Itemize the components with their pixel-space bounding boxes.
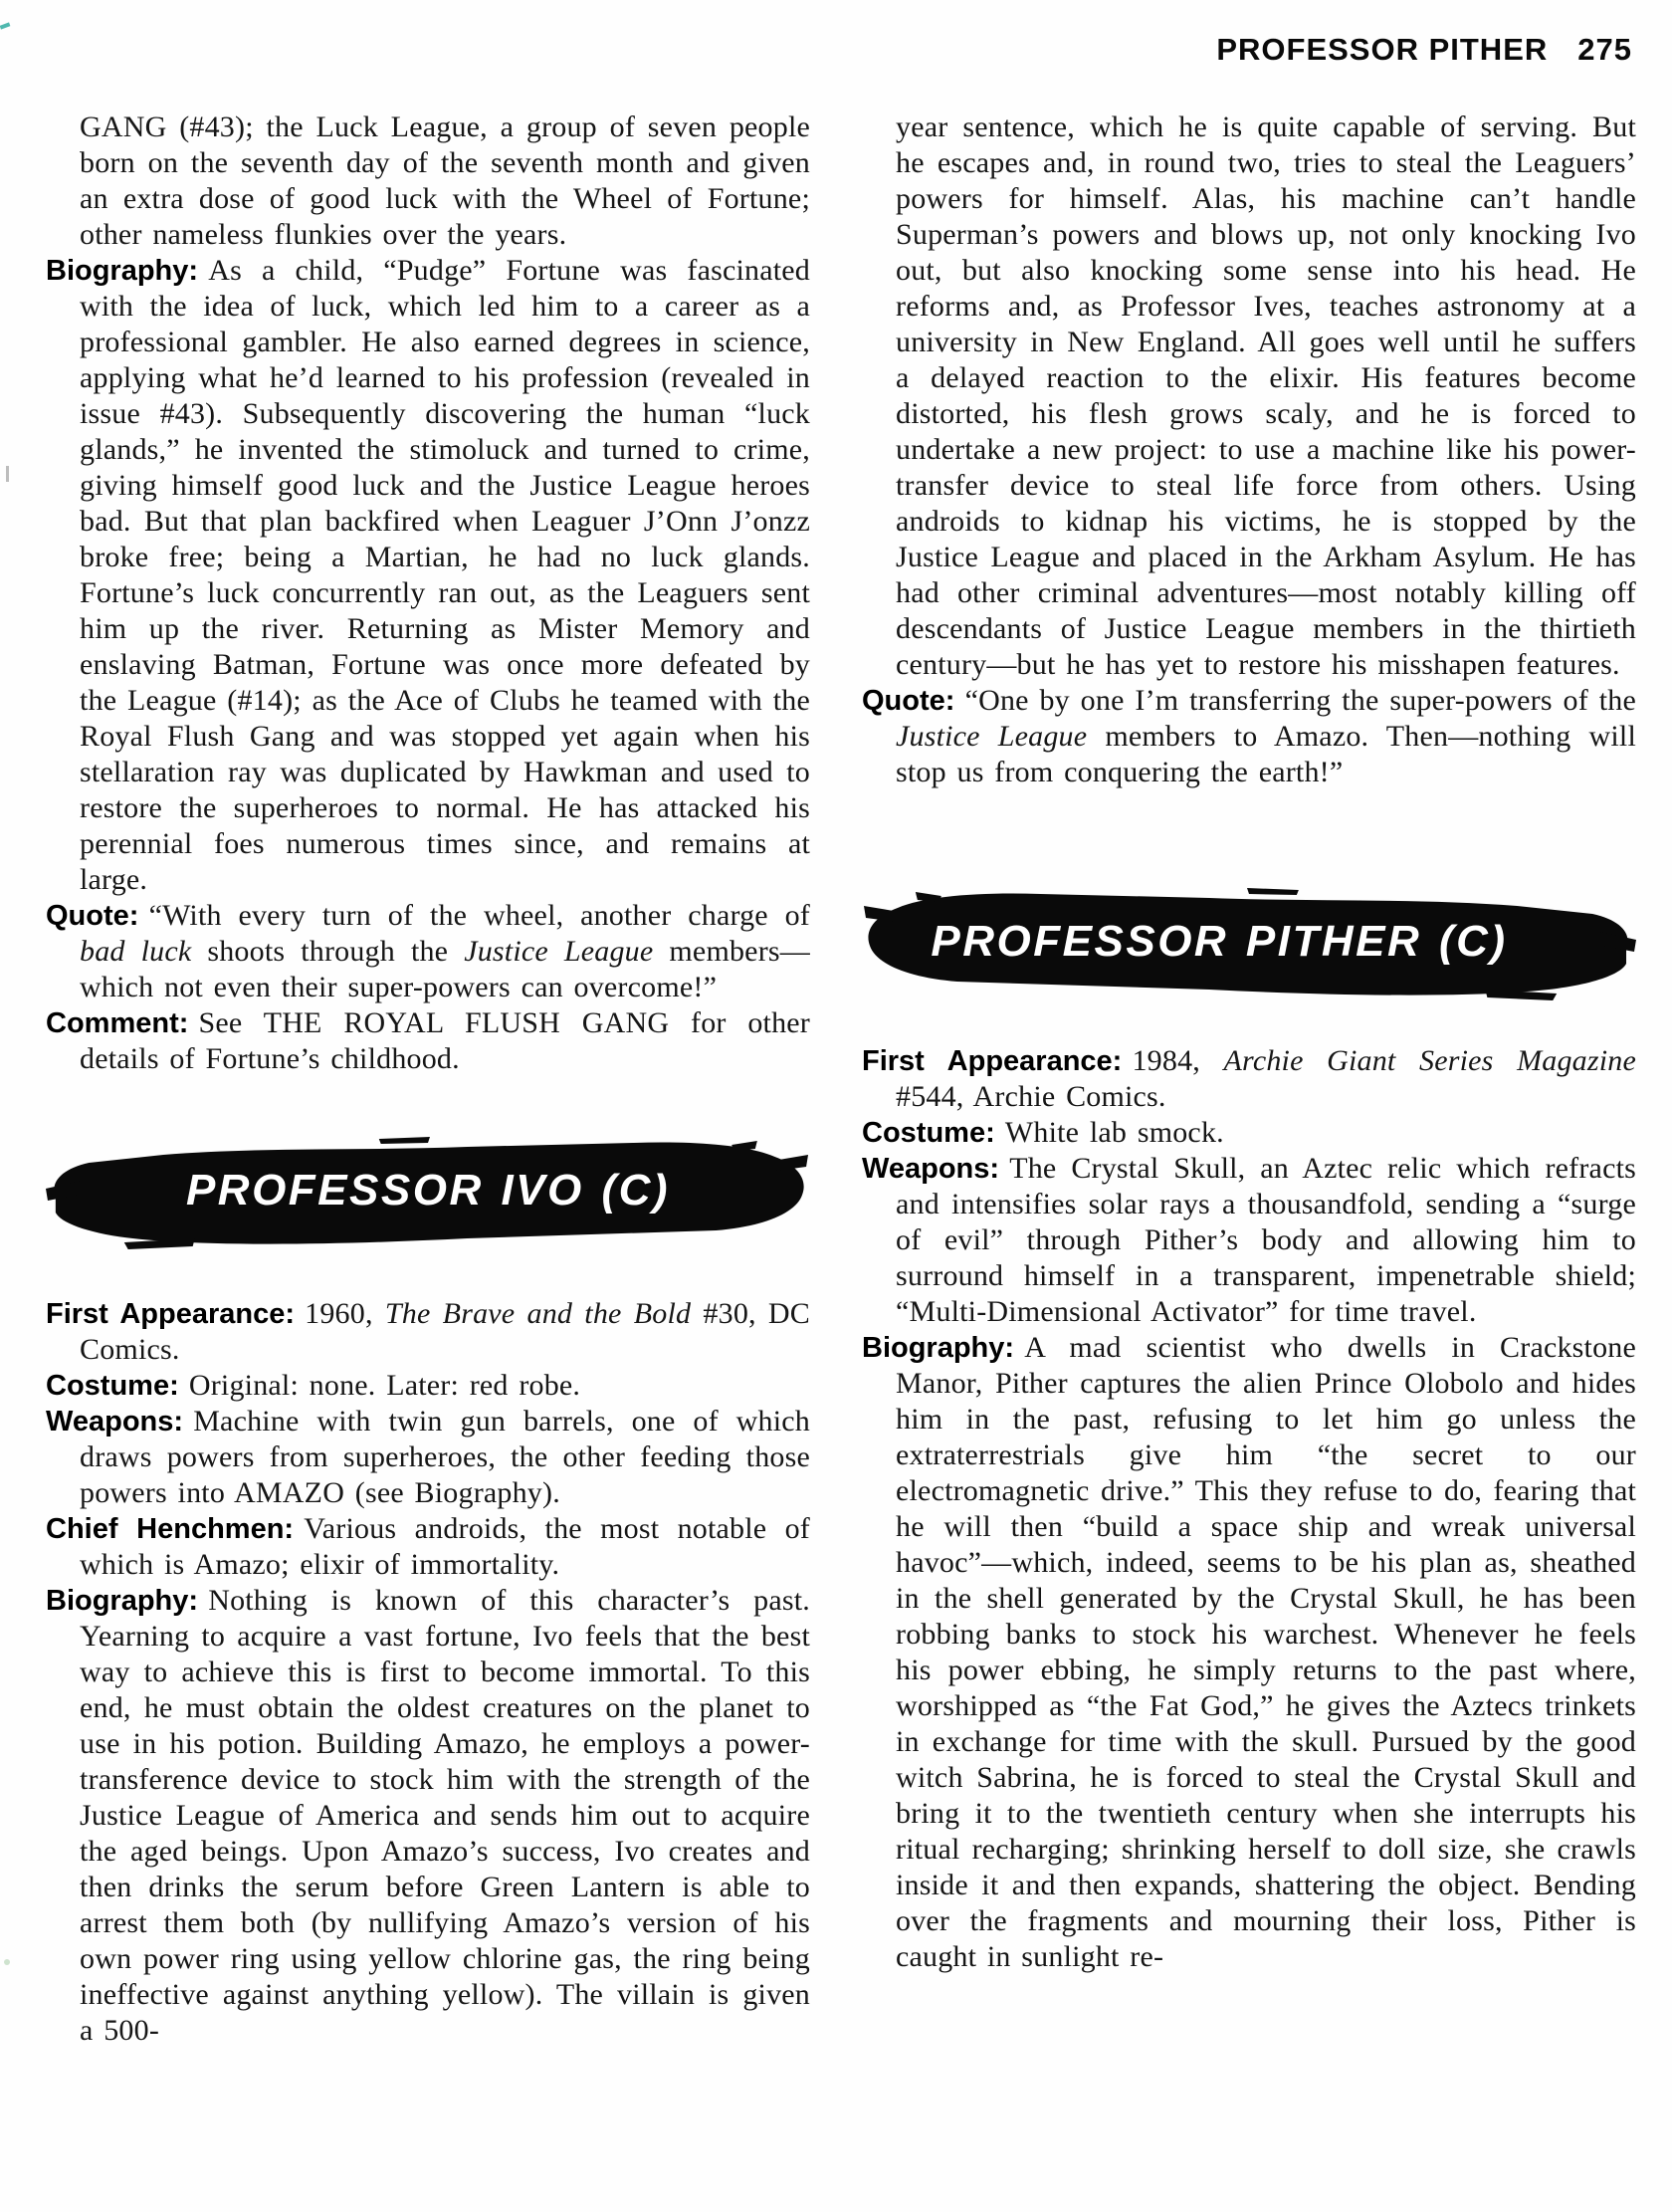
entry-label: Weapons:: [862, 1153, 1000, 1185]
entry-text: Nothing is known of this character’s past. Yearning to acquire a vast fortune, Ivo feels that the best way to achieve this is first to become immortal. To this end, he must obtain the oldest creatures on the planet to use in his potion. Building Amazo, he employs a power-transference device to stock him with the strength of the Justice League of America and sends him out to acquire the aged beings. Upon Amazo’s success, Ivo creates and then drinks the serum before Green Lantern is able to arrest them both (by nullifying Amazo’s version of his own power ring using yellow chlorine gas, the ring being ineffective against anything yellow). The villain is given a 500-: [80, 1584, 810, 2047]
entry-biography-pither: [862, 1330, 1636, 1975]
running-header: [1216, 32, 1632, 68]
entry-label: Biography:: [46, 1585, 199, 1617]
entry-label: Weapons:: [46, 1406, 184, 1438]
page-number: 275: [1577, 32, 1632, 67]
entry-text: 1984, Archie Giant Series Magazine #544, Archie Comics.: [896, 1044, 1636, 1113]
entry-text: “One by one I’m transferring the super-powers of the Justice League members to Amazo. Then—nothing will stop us from conquering the earth!”: [896, 684, 1636, 788]
section-title-ivo: PROFESSOR IVO (C): [185, 1166, 671, 1215]
entry-text: White lab smock.: [1004, 1116, 1224, 1149]
entry-text: Various androids, the most notable of which is Amazo; elixir of immortality.: [80, 1512, 810, 1581]
entry-label: Biography:: [46, 255, 199, 287]
right-column: [862, 110, 1636, 1975]
continuation-paragraph: GANG (#43); the Luck League, a group of seven people born on the seventh day of the seventh month and given an extra dose of good luck with the Wheel of Fortune; other nameless flunkies over the years.: [80, 111, 810, 251]
entry-first-appearance-ivo: [46, 1296, 810, 1368]
entry-label: Biography:: [862, 1332, 1015, 1364]
entry-costume-ivo: [46, 1368, 810, 1404]
entry-label: Costume:: [862, 1117, 995, 1149]
entry-comment-fortune: [46, 1005, 810, 1077]
entry-label: Chief Henchmen:: [46, 1513, 295, 1545]
continuation-paragraph: year sentence, which he is quite capable of serving. But he escapes and, in round two, tries to steal the Leaguers’ powers for himself. Alas, his machine can’t handle Superman’s powers and blows up, not only knocking Ivo out, but also knocking some sense into his head. He reforms and, as Professor Ives, teaches astronomy at a university in New England. All goes well until he suffers a delayed reaction to the elixir. His features become distorted, his flesh grows scaly, and he is forced to undertake a new project: to use a machine like his power-transfer device to steal life force from others. Using androids to kidnap his victims, he is stopped by the Justice League and placed in the Arkham Asylum. He has had other criminal adventures—most notably killing off descendants of Justice League members in the thirtieth century—but he has yet to restore his misshapen features.: [896, 111, 1636, 681]
entry-text: See THE ROYAL FLUSH GANG for other details of Fortune’s childhood.: [80, 1006, 810, 1075]
scan-artifact: [0, 22, 10, 29]
entry-label: First Appearance:: [862, 1045, 1123, 1077]
entry-text: The Crystal Skull, an Aztec relic which refracts and intensifies solar rays a thousandfold, sending a “surge of evil” through Pither’s body and allowing him to surround himself in a transparent, impenetrable shield; “Multi-Dimensional Activator” for time travel.: [896, 1152, 1636, 1328]
scan-artifact: [6, 466, 9, 482]
entry-text: As a child, “Pudge” Fortune was fascinated with the idea of luck, which led him to a career as a professional gambler. He also earned degrees in science, applying what he’d learned to his profession (revealed in issue #43). Subsequently discovering the human “luck glands,” he invented the stimoluck and turned to crime, giving himself good luck and the Justice League heroes bad. But that plan backfired when Leaguer J’Onn J’onzz broke free; being a Martian, he had no luck glands. Fortune’s luck concurrently ran out, as the Leaguers sent him up the river. Returning as Mister Memory and enslaving Batman, Fortune was once more defeated by the League (#14); as the Ace of Clubs he teamed with the Royal Flush Gang and was stopped yet again when his stellaration ray was duplicated by Hawkman and used to restore the superheroes to normal. He has attacked his perennial foes numerous times since, and remains at large.: [80, 254, 810, 896]
entry-text: Machine with twin gun barrels, one of which draws powers from superheroes, the other feeding those powers into AMAZO (see Biography).: [80, 1405, 810, 1509]
entry-biography-ivo: [46, 1583, 810, 2049]
entry-label: Quote:: [46, 900, 139, 932]
entry-label: Comment:: [46, 1007, 189, 1039]
entry-quote-fortune: [46, 898, 810, 1005]
entry-text: “With every turn of the wheel, another charge of bad luck shoots through the Justice League members—which not even their super-powers can overcome!”: [80, 899, 810, 1003]
entry-costume-pither: [862, 1115, 1636, 1151]
left-column: [46, 110, 810, 2049]
entry-label: First Appearance:: [46, 1298, 295, 1330]
entry-weapons-ivo: [46, 1404, 810, 1511]
entry-quote-ivo: [862, 683, 1636, 790]
scan-artifact: [4, 1959, 10, 1965]
entry-weapons-pither: [862, 1151, 1636, 1330]
entry-text: Original: none. Later: red robe.: [188, 1369, 581, 1402]
section-banner-professor-ivo: [46, 1135, 810, 1252]
entry-label: Costume:: [46, 1370, 179, 1402]
entry-label: Quote:: [862, 685, 955, 717]
running-header-title: PROFESSOR PITHER: [1216, 32, 1549, 67]
entry-chief-henchmen-ivo: [46, 1511, 810, 1583]
entry-biography-fortune: [46, 253, 810, 898]
section-title-pither: PROFESSOR PITHER (C): [931, 917, 1508, 966]
entry-text: 1960, The Brave and the Bold #30, DC Comics.: [80, 1297, 811, 1366]
entry-first-appearance-pither: [862, 1043, 1636, 1115]
section-banner-professor-pither: [862, 886, 1636, 1003]
entry-text: A mad scientist who dwells in Crackstone Manor, Pither captures the alien Prince Olobolo and hides him in the past, refusing to let him go unless the extraterrestrials give him “the secret to our electromagnetic drive.” This they refuse to do, fearing that he will then “build a space ship and wreak universal havoc”—which, indeed, seems to be his plan as, sheathed in the shell generated by the Crystal Skull, he has been robbing banks to stock his warchest. Whenever he feels his power ebbing, he simply returns to the past where, worshipped as “the Fat God,” he gives the Aztecs trinkets in exchange for time with the skull. Pursued by the good witch Sabrina, he is forced to steal the Crystal Skull and bring it to the twentieth century when she interrupts his ritual recharging; shrinking herself to doll size, she crawls inside it and then expands, shattering the object. Bending over the fragments and mourning their loss, Pither is caught in sunlight re-: [896, 1331, 1636, 1973]
